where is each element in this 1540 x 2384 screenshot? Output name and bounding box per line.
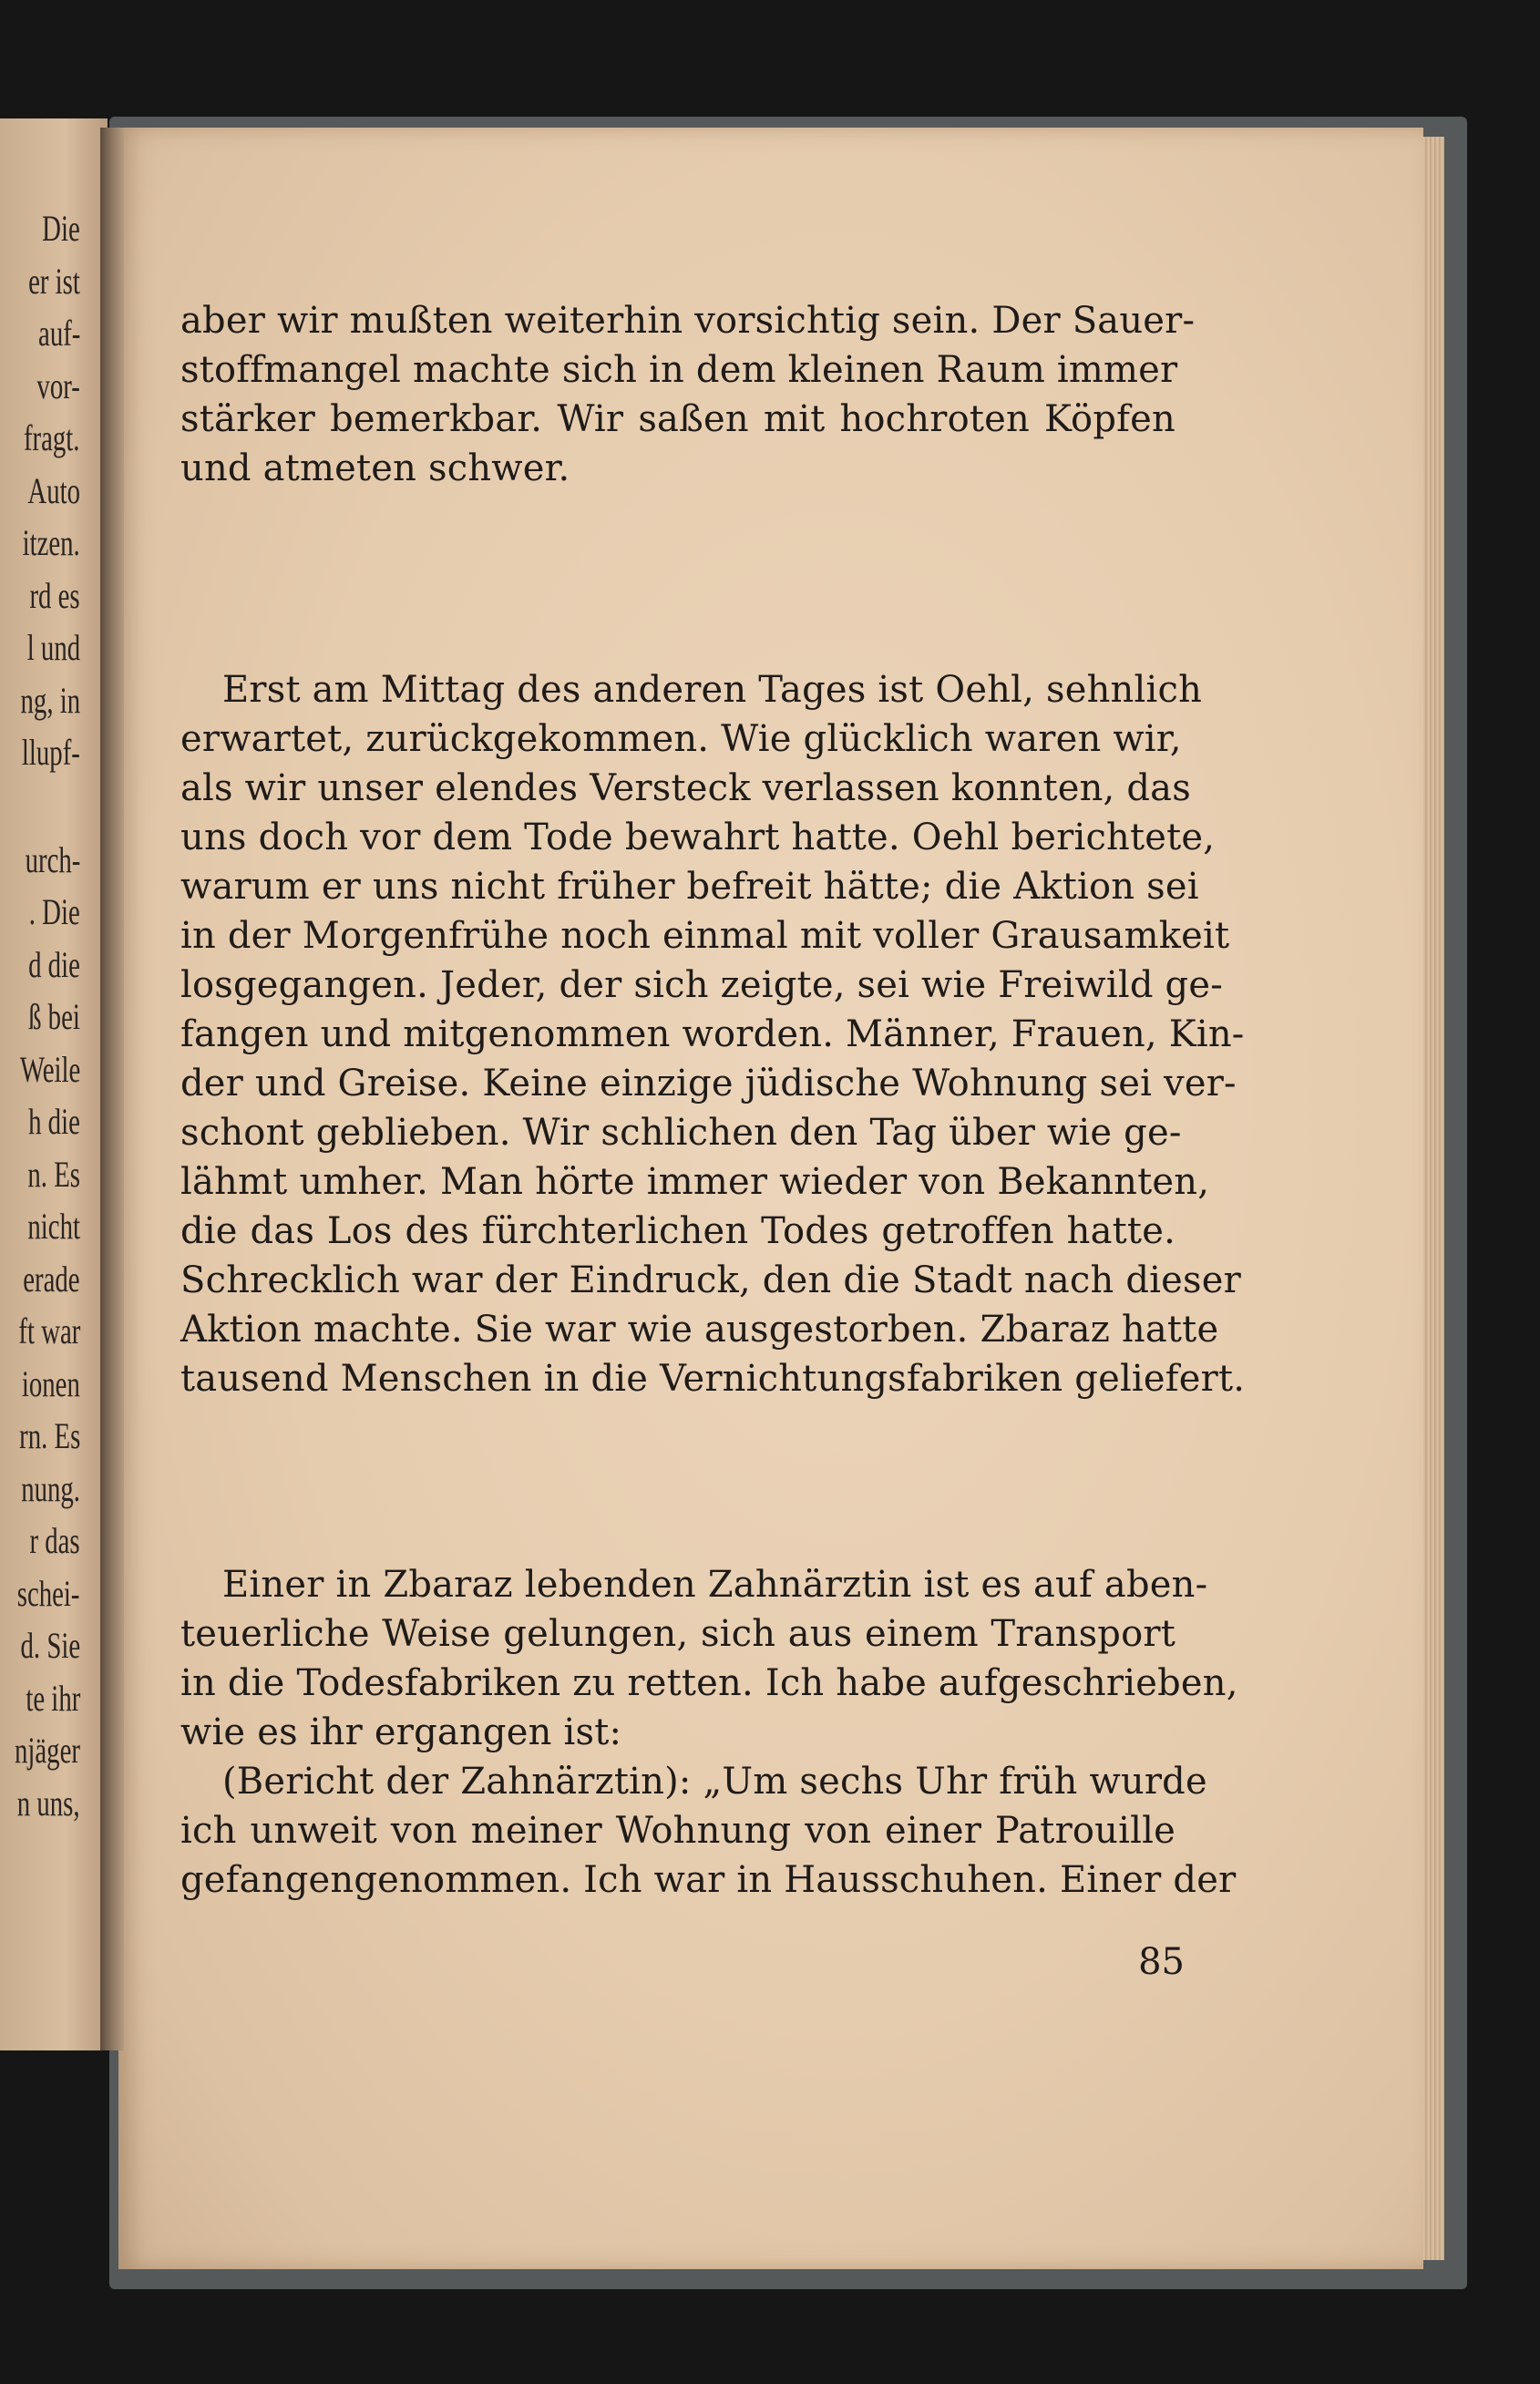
text-line: in der Morgenfrühe noch einmal mit voller Grausamkeit: [180, 915, 1230, 957]
previous-page-line: d die: [28, 943, 80, 985]
previous-page-line: er ist: [28, 260, 80, 302]
text-line: aber wir mußten weiterhin vorsichtig sein. Der Sauer-: [180, 300, 1196, 342]
text-line: schont geblieben. Wir schlichen den Tag über wie ge-: [180, 1112, 1182, 1154]
page-number: 85: [1138, 1941, 1185, 1983]
previous-page-line: l und: [26, 627, 80, 668]
text-line: in die Todesfabriken zu retten. Ich habe aufgeschrieben,: [180, 1662, 1238, 1704]
previous-page-line: schei-: [17, 1572, 80, 1614]
previous-page-line: vor-: [36, 365, 80, 406]
paragraph-1: [180, 296, 1196, 493]
text-line: ich unweit von meiner Wohnung von einer Patrouille: [180, 1810, 1176, 1852]
previous-page-line: te ihr: [26, 1677, 80, 1719]
previous-page-line: nung.: [21, 1467, 80, 1509]
previous-page-line: fragt.: [24, 417, 80, 458]
previous-page-line: Auto: [27, 469, 80, 511]
text-line: stärker bemerkbar. Wir saßen mit hochroten Köpfen: [180, 398, 1176, 440]
text-line: fangen und mitgenommen worden. Männer, Frauen, Kin-: [180, 1013, 1245, 1055]
text-line: uns doch vor dem Tode bewahrt hatte. Oehl berichtete,: [180, 817, 1216, 858]
text-line: losgegangen. Jeder, der sich zeigte, sei wie Freiwild ge-: [180, 964, 1223, 1006]
previous-page-line: h die: [28, 1101, 80, 1142]
text-line: (Bericht der Zahnärztin): „Um sechs Uhr früh wurde: [222, 1761, 1207, 1803]
text-line: der und Greise. Keine einzige jüdische Wohnung sei ver-: [180, 1063, 1237, 1105]
text-line: als wir unser elendes Versteck verlassen konnten, das: [180, 767, 1191, 809]
text-line: wie es ihr ergangen ist:: [180, 1711, 622, 1753]
text-line: Schrecklich war der Eindruck, den die Stadt nach dieser: [180, 1259, 1241, 1301]
text-line: erwartet, zurückgekommen. Wie glücklich waren wir,: [180, 718, 1182, 760]
text-line: gefangengenommen. Ich war in Hausschuhen. Einer der: [180, 1859, 1237, 1901]
previous-page-line: njäger: [15, 1730, 80, 1771]
text-line: lähmt umher. Man hörte immer wieder von Bekannten,: [180, 1161, 1210, 1203]
paragraph-4: [180, 1757, 1237, 1905]
previous-page-line: r das: [29, 1520, 80, 1561]
previous-page-line: rn. Es: [18, 1415, 80, 1456]
previous-page-line: n uns,: [17, 1782, 80, 1824]
text-line: Erst am Mittag des anderen Tages ist Oehl, sehnlich: [222, 669, 1203, 711]
previous-page-line: erade: [23, 1258, 80, 1300]
text-line: Aktion machte. Sie war wie ausgestorben. Zbaraz hatte: [180, 1309, 1219, 1351]
previous-page-line: nicht: [27, 1206, 80, 1247]
previous-page-line: urch-: [25, 838, 80, 880]
previous-page: [0, 118, 108, 2050]
paragraph-3: [180, 1560, 1238, 1757]
previous-page-line: ß bei: [28, 996, 80, 1037]
previous-page-line: rd es: [29, 574, 80, 616]
previous-page-line: llupf-: [22, 732, 80, 773]
previous-page-line: d. Sie: [20, 1625, 80, 1666]
text-line: und atmeten schwer.: [180, 447, 570, 489]
previous-page-line: Die: [42, 208, 80, 249]
previous-page-line: Weile: [19, 1048, 80, 1090]
previous-page-line: ft war: [18, 1310, 80, 1351]
book-gutter: [100, 128, 124, 2050]
text-line: teuerliche Weise gelungen, sich aus einem Transport: [180, 1613, 1176, 1655]
paragraph-2: [180, 665, 1246, 1403]
previous-page-line: ng, in: [20, 679, 80, 721]
previous-page-line: . Die: [29, 891, 80, 932]
text-line: die das Los des fürchterlichen Todes getroffen hatte.: [180, 1210, 1176, 1252]
text-line: warum er uns nicht früher befreit hätte; die Aktion sei: [180, 866, 1199, 908]
text-line: stoffmangel machte sich in dem kleinen Raum immer: [180, 349, 1178, 391]
previous-page-line: ionen: [22, 1362, 80, 1404]
previous-page-line: n. Es: [27, 1153, 80, 1195]
previous-page-line: itzen.: [22, 522, 80, 563]
text-line: Einer in Zbaraz lebenden Zahnärztin ist es auf aben-: [222, 1564, 1208, 1606]
previous-page-line: auf-: [37, 313, 80, 354]
text-line: tausend Menschen in die Vernichtungsfabriken geliefert.: [180, 1358, 1246, 1400]
